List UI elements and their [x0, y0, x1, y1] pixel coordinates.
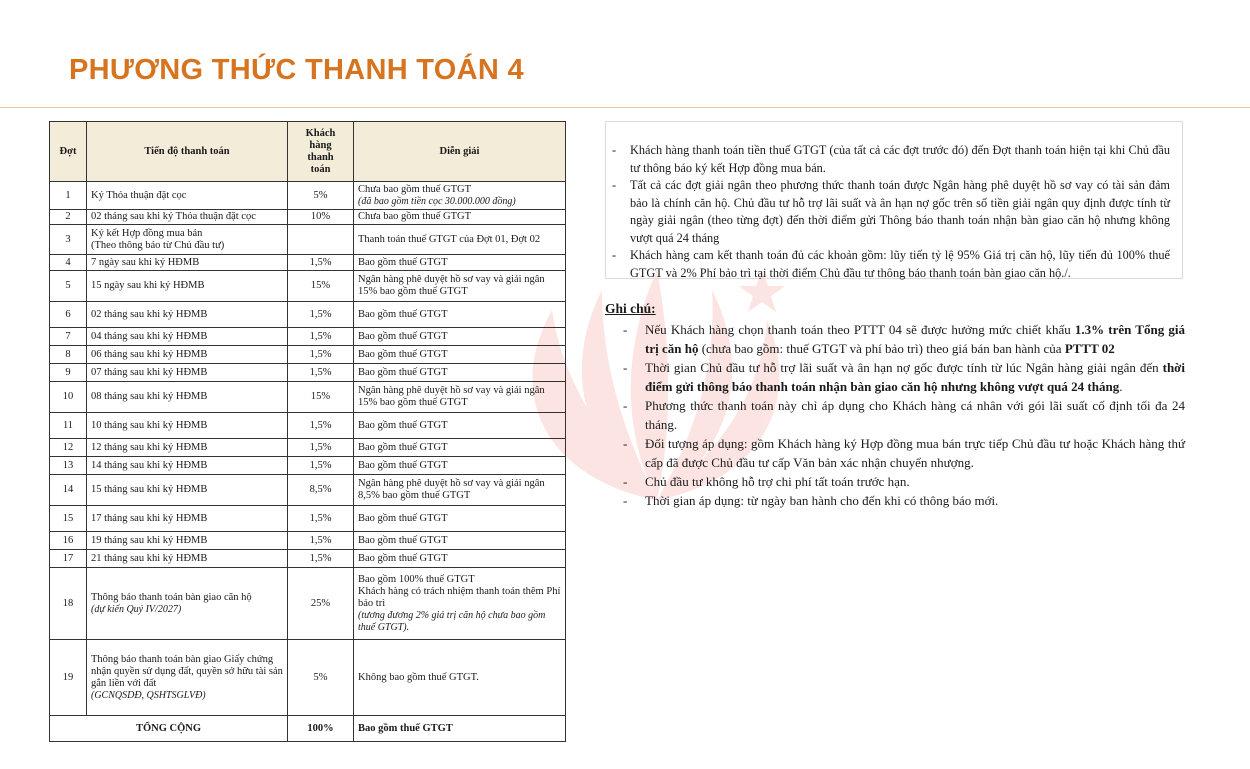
list-item: - Tất cả các đợt giải ngân theo phương thức thanh toán được Ngân hàng phê duyệt hồ sơ vay có tài sản đảm bảo là chính căn hộ. Chủ đầu tư hỗ trợ lãi suất và ân hạn nợ gốc trên số tiền giải ngân quy định được tính từ ngày giải ngân (theo từng đợt) đến thời điểm gửi Thông báo thanh toán nhận bàn giao căn hộ nhưng không vượt quá 24 tháng	[612, 177, 1170, 247]
table-row: 16 19 tháng sau khi ký HĐMB 1,5% Bao gồm thuế GTGT	[50, 532, 566, 550]
col-header-dien-giai: Diễn giải	[354, 122, 566, 182]
col-header-khach-hang: Khách hàng thanh toán	[288, 122, 354, 182]
table-row: 3 Ký kết Hợp đồng mua bán (Theo thông báo từ Chủ đầu tư) Thanh toán thuế GTGT của Đợt 01, Đợt 02	[50, 225, 566, 255]
list-item: - Nếu Khách hàng chọn thanh toán theo PTTT 04 sẽ được hưởng mức chiết khấu 1.3% trên Tổng giá trị căn hộ (chưa bao gồm: thuế GTGT và phí bảo trì) theo giá bán ban hành của PTTT 02	[623, 320, 1185, 358]
title-divider	[0, 107, 1250, 108]
table-row: 4 7 ngày sau khi ký HĐMB 1,5% Bao gồm thuế GTGT	[50, 255, 566, 271]
table-row: 2 02 tháng sau khi ký Thỏa thuận đặt cọc 10% Chưa bao gồm thuế GTGT	[50, 210, 566, 225]
table-row: 8 06 tháng sau khi ký HĐMB 1,5% Bao gồm thuế GTGT	[50, 346, 566, 364]
table-header-row	[50, 122, 566, 182]
table-row: 13 14 tháng sau khi ký HĐMB 1,5% Bao gồm thuế GTGT	[50, 457, 566, 475]
list-item: - Chủ đầu tư không hỗ trợ chi phí tất toán trước hạn.	[623, 472, 1185, 491]
list-item: - Đối tượng áp dụng: gồm Khách hàng ký Hợp đồng mua bán trực tiếp Chủ đầu tư hoặc Khách hàng thứ cấp đã được Chủ đầu tư cấp Văn bản xác nhận chuyển nhượng.	[623, 434, 1185, 472]
col-header-dot: Đợt	[50, 122, 87, 182]
table-row: 18 Thông báo thanh toán bàn giao căn hộ (dự kiến Quý IV/2027) 25% Bao gồm 100% thuế GTGT Khách hàng có trách nhiệm thanh toán thêm Phí bảo trì (tương đương 2% giá trị căn hộ chưa bao gồm thuế GTGT).	[50, 568, 566, 640]
list-item: - Phương thức thanh toán này chỉ áp dụng cho Khách hàng cá nhân với gói lãi suất cố định tối đa 24 tháng.	[623, 396, 1185, 434]
notes-heading: Ghi chú:	[605, 301, 656, 316]
table-row: 15 17 tháng sau khi ký HĐMB 1,5% Bao gồm thuế GTGT	[50, 506, 566, 532]
table-total-row: TỔNG CỘNG 100% Bao gồm thuế GTGT	[50, 716, 566, 742]
notes-box	[605, 121, 1183, 279]
table-row: 1 Ký Thỏa thuận đặt cọc 5% Chưa bao gồm thuế GTGT (đã bao gồm tiền cọc 30.000.000 đồng)	[50, 182, 566, 210]
page-title: PHƯƠNG THỨC THANH TOÁN 4	[69, 54, 524, 86]
table-row: 9 07 tháng sau khi ký HĐMB 1,5% Bao gồm thuế GTGT	[50, 364, 566, 382]
notes-section	[605, 300, 1185, 510]
list-item: - Khách hàng cam kết thanh toán đủ các khoản gồm: lũy tiến tỷ lệ 95% Giá trị căn hộ, lũy tiến đủ 100% thuế GTGT và 2% Phí bảo trì tại thời điểm Chủ đầu tư thông báo thanh toán bàn giao căn hộ./.	[612, 247, 1170, 282]
table-row: 11 10 tháng sau khi ký HĐMB 1,5% Bao gồm thuế GTGT	[50, 413, 566, 439]
payment-schedule-table	[49, 121, 566, 742]
table-row: 12 12 tháng sau khi ký HĐMB 1,5% Bao gồm thuế GTGT	[50, 439, 566, 457]
table-row: 19 Thông báo thanh toán bàn giao Giấy chứng nhận quyền sử dụng đất, quyền sở hữu tài sản gắn liền với đất (GCNQSDĐ, QSHTSGLVĐ) 5% Không bao gồm thuế GTGT.	[50, 640, 566, 716]
table-row: 7 04 tháng sau khi ký HĐMB 1,5% Bao gồm thuế GTGT	[50, 328, 566, 346]
table-row: 6 02 tháng sau khi ký HĐMB 1,5% Bao gồm thuế GTGT	[50, 302, 566, 328]
list-item: - Thời gian áp dụng: từ ngày ban hành cho đến khi có thông báo mới.	[623, 491, 1185, 510]
list-item: - Khách hàng thanh toán tiền thuế GTGT (của tất cả các đợt trước đó) đến Đợt thanh toán hiện tại khi Chủ đầu tư thông báo ký kết Hợp đồng mua bán.	[612, 142, 1170, 177]
table-row: 10 08 tháng sau khi ký HĐMB 15% Ngân hàng phê duyệt hồ sơ vay và giải ngân 15% bao gồm thuế GTGT	[50, 382, 566, 413]
table-row: 14 15 tháng sau khi ký HĐMB 8,5% Ngân hàng phê duyệt hồ sơ vay và giải ngân 8,5% bao gồm thuế GTGT	[50, 475, 566, 506]
list-item: - Thời gian Chủ đầu tư hỗ trợ lãi suất và ân hạn nợ gốc được tính từ lúc Ngân hàng giải ngân đến thời điểm gửi thông báo thanh toán nhận bàn giao căn hộ nhưng không vượt quá 24 tháng.	[623, 358, 1185, 396]
col-header-tien-do: Tiến độ thanh toán	[87, 122, 288, 182]
table-row: 17 21 tháng sau khi ký HĐMB 1,5% Bao gồm thuế GTGT	[50, 550, 566, 568]
table-row: 5 15 ngày sau khi ký HĐMB 15% Ngân hàng phê duyệt hồ sơ vay và giải ngân 15% bao gồm thuế GTGT	[50, 271, 566, 302]
